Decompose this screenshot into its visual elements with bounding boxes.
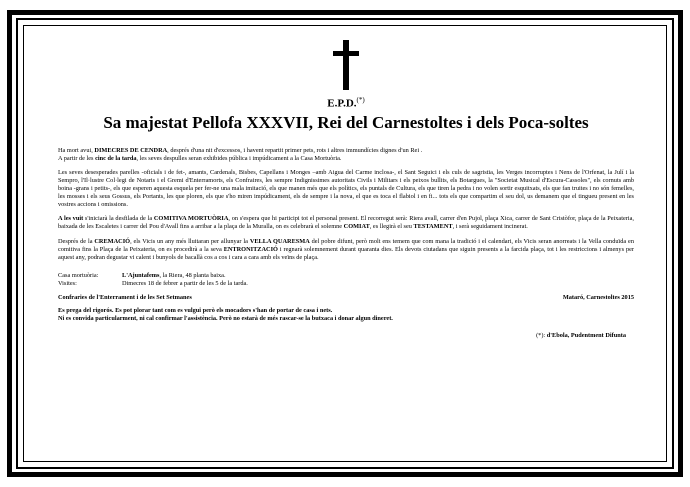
funeral-home-value — [122, 272, 226, 280]
procession-text-4: , i serà seguidament incinerat. — [452, 223, 528, 231]
lent-highlight: VELLA QUARESMA — [249, 237, 310, 245]
signature — [58, 332, 634, 340]
funeral-home-row — [58, 272, 634, 280]
cremation-highlight: CREMACIÓ — [94, 237, 131, 245]
procession-text-1: s'iniciarà la desfilada de la — [83, 215, 154, 223]
place-date: Mataró, Carnestoltes 2015 — [562, 293, 634, 301]
signature-note-mark: (*): — [536, 332, 547, 340]
announcement-text-2: , després d'una nit d'excessos, i havent repartit primer pets, rots i altres immundícies dignes d'un Rei . — [167, 146, 423, 154]
cremation-text-3: del pobre difunt, però molt ens temem que com mana la tradició i el calendari, els Vicis seran anorreats i la Vella conduïda en comitiva fins la Plaça de la Peixateria, on es procedirà a la seva — [58, 237, 635, 253]
signature-text: d'Ebola, Pudentment Difunta — [546, 332, 626, 340]
visits-value: Dimecres 18 de febrer a partir de les 5 de la tarda. — [122, 279, 248, 287]
cross-icon — [333, 40, 359, 90]
request-line-2: Ni es convida particularment, ni cal confirmar l'assistència. Però no estarà de més rascar-se la butxaca i donar algun dineret. — [58, 315, 393, 323]
confraternity-name: Confraries de l'Enterrament i de les Set Setmanes — [58, 293, 192, 301]
procession-highlight: COMITIVA MORTUÒRIA — [153, 215, 229, 223]
mourners-paragraph: Les seves desesperades parelles -oficials i de fet-, amants, Cardenals, Bisbes, Capellans i Monges –amb Aigua del Carme inclosa-, el Sant Seguici i els culs de sagristia, les Verges incorruptes i Nens de l'Orfenat, la Julí i la Sempro, l'Il·lustre Col·legi de Notaris i el Gremi d'Enterramorts, els Confraires, les sempre Indignissimes autoritats Civils i Militars i els peixos bullits, els Botargues, la "Societat Musical d'Escura-Cassoles", els cornuts amb boina -grans i petits-, els que esperen aquesta esquela per fer-ne una mala imitació, els que manen més que els polítics, els puntals de Cultura, els que tiren la pedra i no volen sortir esquitxats, els que fan truites i no són femelles, les mosses i els seus Gossus, els Portants, les que ploren, els que s'ho miren impúdicament, els de sempre i la nova, el que es toca el flabiol i en fi... tots els que compartim el seu dol, us demanem que el tingueu present en les vostres accions i omissions. — [58, 168, 634, 209]
farewell-highlight: COMIAT — [343, 223, 370, 231]
enthronement-highlight: ENTRONITZACIÓ — [223, 245, 278, 253]
epd-note-mark: (*) — [356, 96, 365, 104]
funeral-home-address: , la Riera, 48 planta baixa. — [159, 271, 226, 279]
confraternity-row — [58, 294, 634, 302]
visits-label: Visites: — [58, 279, 77, 287]
announcement-paragraph — [58, 147, 634, 163]
obituary-content — [58, 40, 634, 340]
cremation-text-1: Després de la — [58, 237, 95, 245]
funeral-info — [58, 272, 634, 288]
announcement-text-4: , les seves despulles seran exhibides pública i impúdicament a la Casa Mortuòria. — [136, 154, 342, 162]
procession-text-3: , es llegirà el seu — [369, 223, 414, 231]
procession-time: A les vuit — [58, 215, 84, 223]
announcement-text-3: A partir de les — [58, 154, 94, 162]
cremation-text-4: i regnarà solemnement durant quaranta dies. Els devots ciutadans que siguin presents a la farcida plaça, tot i les restriccions i almenys per aquest any, podran degustar vi calent i bunyols de bacallà cos a cos i cara a cara amb els veïns de plaça. — [58, 245, 634, 261]
date-highlight: DIMECRES DE CENDRA — [94, 146, 168, 154]
procession-paragraph — [58, 215, 634, 231]
requests-note — [58, 307, 634, 323]
page-title: Sa majestat Pellofa XXXVII, Rei del Carnestoltes i dels Poca-soltes — [103, 112, 589, 132]
time-highlight: cinc de la tarda — [95, 154, 137, 162]
epd-text: E.P.D. — [327, 97, 357, 110]
procession-text-2: , on s'espera que hi participi tot el personal present. El recorregut serà: Riera avall, carrer d'en Pujol, plaça Xica, carrer de Sant Cristòfor, plaça de la Peixateria, baixada de les Escaletes i carrer del Pou d'Avall fins a arribar a la plaça de la Muralla, on es celebrarà el solemne — [58, 215, 634, 231]
cremation-text-2: , els Vicis un any més lluitaran per allunyar la — [130, 237, 250, 245]
cremation-paragraph — [58, 238, 634, 262]
funeral-home-name: L'Ajuntafems — [122, 271, 160, 279]
funeral-home-label: Casa mortuòria: — [58, 271, 99, 279]
announcement-text: Ha mort avui, — [58, 146, 93, 154]
epd-heading — [58, 94, 634, 111]
testament-highlight: TESTAMENT — [413, 223, 453, 231]
visits-row — [58, 280, 634, 288]
request-line-1: Es prega del rigorós. Es pot plorar tant com es vulgui però els mocadors s'han de portar de casa i nets. — [58, 307, 333, 315]
